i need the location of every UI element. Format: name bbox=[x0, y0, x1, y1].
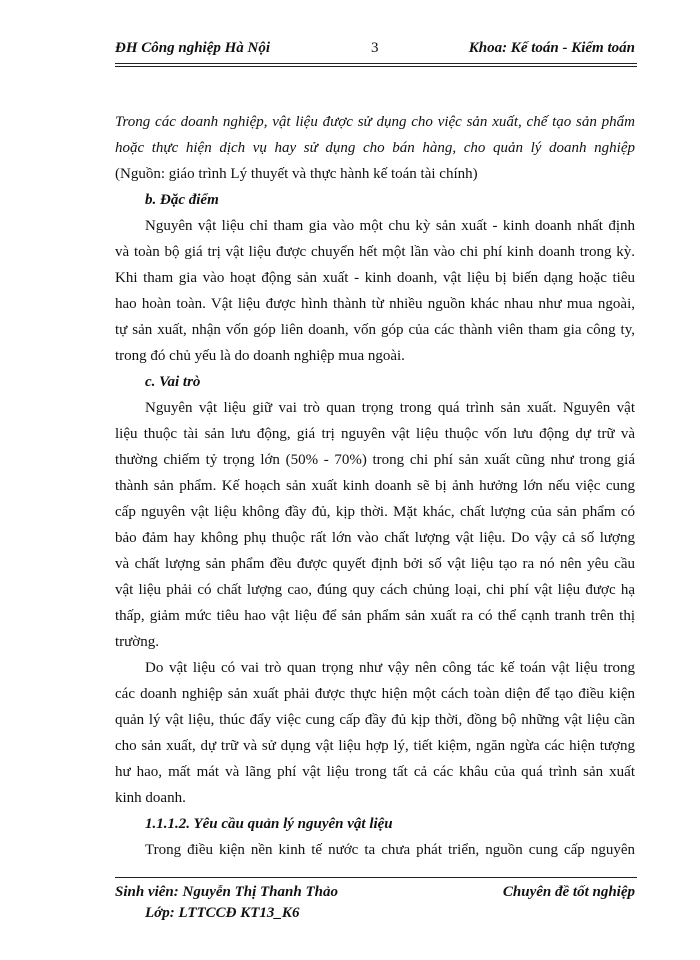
text-line: Nguyên vật liệu giữ vai trò quan trọng trong quá trình sản xuất. Nguyên vật bbox=[145, 400, 635, 416]
text-line: Do vật liệu có vai trò quan trọng như vậy nên công tác kế toán vật liệu trong bbox=[145, 660, 635, 676]
text-line: Trong điều kiện nền kinh tế nước ta chưa phát triển, nguồn cung cấp nguyên bbox=[145, 842, 635, 858]
text-line: hoặc thực hiện dịch vụ hay sử dụng cho bán hàng, cho quản lý doanh nghiệp bbox=[115, 140, 635, 156]
footer-thesis-type: Chuyên đề tốt nghiệp bbox=[502, 884, 635, 900]
header-rule bbox=[115, 63, 637, 67]
text-line: hao hoàn toàn. Vật liệu được hình thành từ nhiều nguồn khác nhau như mua ngoài, bbox=[115, 296, 635, 312]
document-body bbox=[115, 112, 635, 866]
text-line: Khi tham gia vào hoạt động sản xuất - kinh doanh, vật liệu bị biến dạng hoặc tiêu bbox=[115, 270, 635, 286]
header-faculty: Khoa: Kế toán - Kiểm toán bbox=[468, 40, 635, 56]
text-line: và chất lượng sản phẩm đều được quyết định bởi số vật liệu tạo ra nó nên yêu cầu bbox=[115, 556, 635, 572]
text-line: vật liệu phải có chất lượng cao, đúng quy cách chủng loại, chi phí vật liệu được hạ bbox=[115, 582, 635, 598]
text-line: và toàn bộ giá trị vật liệu được chuyển hết một lần vào chi phí kinh doanh trong kỳ. bbox=[115, 244, 635, 260]
text-line: thấp, giảm mức tiêu hao vật liệu để sản phẩm sản xuất ra có thể cạnh tranh trên thị bbox=[115, 608, 635, 624]
text-line: liệu thuộc tài sản lưu động, giá trị nguyên vật liệu thuộc vốn lưu động dự trữ và bbox=[115, 426, 635, 442]
text-line: thành sản phẩm. Kế hoạch sản xuất kinh doanh sẽ bị ảnh hưởng lớn nếu việc cung bbox=[115, 478, 635, 494]
text-line: quản lý vật liệu, thúc đẩy việc cung cấp đầy đủ kịp thời, đồng bộ những vật liệu cần bbox=[115, 712, 635, 728]
page-header bbox=[115, 40, 635, 62]
text-line: trường. bbox=[115, 634, 159, 650]
text-line: Nguyên vật liệu chỉ tham gia vào một chu kỳ sản xuất - kinh doanh nhất định bbox=[145, 218, 635, 234]
text-line: Trong các doanh nghiệp, vật liệu được sử dụng cho việc sản xuất, chế tạo sản phẩm bbox=[115, 114, 635, 130]
text-line: tự sản xuất, nhận vốn góp liên doanh, vốn góp của các thành viên tham gia công ty, bbox=[115, 322, 635, 338]
text-line: cấp nguyên vật liệu không đầy đủ, kịp thời. Mặt khác, chất lượng của sản phẩm có bbox=[115, 504, 635, 520]
footer-class: Lớp: LTTCCĐ KT13_K6 bbox=[145, 905, 300, 921]
text-line: bảo đảm hay không phụ thuộc rất lớn vào chất lượng vật liệu. Do vậy cả số lượng bbox=[115, 530, 635, 546]
text-line: kinh doanh. bbox=[115, 790, 186, 806]
text-line: cho sản xuất, dự trữ và sử dụng vật liệu hợp lý, tiết kiệm, ngăn ngừa các hiện tượng bbox=[115, 738, 635, 754]
page-number: 3 bbox=[371, 40, 379, 56]
section-heading: c. Vai trò bbox=[145, 374, 201, 390]
footer-rule bbox=[115, 877, 637, 878]
text-line: thường chiếm tỷ trọng lớn (50% - 70%) trong chi phí sản xuất cũng như trong giá bbox=[115, 452, 635, 468]
text-line: trong đó chủ yếu là do doanh nghiệp mua ngoài. bbox=[115, 348, 405, 364]
footer-student: Sinh viên: Nguyễn Thị Thanh Thảo bbox=[115, 884, 338, 900]
text-line: hư hao, mất mát và lãng phí vật liệu trong tất cả các khâu của quá trình sản xuất bbox=[115, 764, 635, 780]
section-heading: b. Đặc điểm bbox=[145, 192, 219, 208]
header-university: ĐH Công nghiệp Hà Nội bbox=[115, 40, 271, 56]
source-citation: (Nguồn: giáo trình Lý thuyết và thực hành kế toán tài chính) bbox=[115, 166, 478, 182]
text-line: các doanh nghiệp sản xuất phải được thực hiện một cách toàn diện để tạo điều kiện bbox=[115, 686, 635, 702]
section-heading: 1.1.1.2. Yêu cầu quản lý nguyên vật liệu bbox=[145, 816, 393, 832]
